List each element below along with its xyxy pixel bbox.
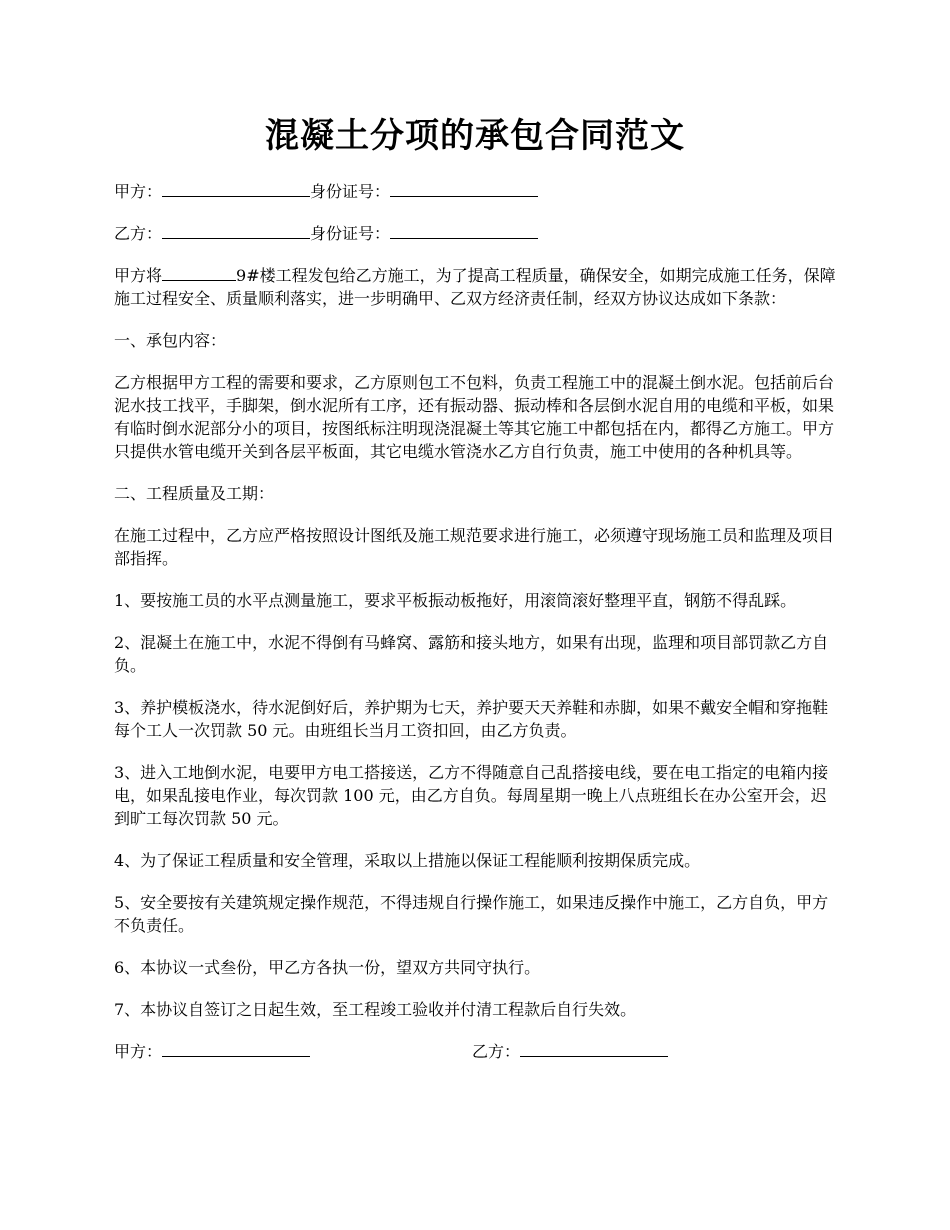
clause-item: 2、混凝土在施工中，水泥不得倒有马蜂窝、露筋和接头地方，如果有出现，监理和项目部罚款乙方自负。 (114, 633, 829, 675)
document-title: 混凝土分项的承包合同范文 (265, 116, 685, 156)
section1-body: 乙方根据甲方工程的需要和要求，乙方原则包工不包料，负责工程施工中的混凝土倒水泥。包括前后台泥水技工找平，手脚架，倒水泥所有工序，还有振动器、振动棒和各层倒水泥自用的电缆和平板，如果有临时倒水泥部分小的项目，按图纸标注明现浇混凝土等其它施工中都包括在内，都得乙方施工。甲方只提供水管电缆开关到各层平板面，其它电缆水管浇水乙方自行负责，施工中使用的各种机具等。 (114, 373, 835, 461)
clause-item: 5、安全要按有关建筑规定操作规范，不得违规自行操作施工，如果违反操作中施工，乙方自负，甲方不负责任。 (114, 893, 829, 935)
party-a-signature-blank (162, 1040, 310, 1057)
project-blank (162, 264, 236, 281)
clause-item: 7、本协议自签订之日起生效，至工程竣工验收并付清工程款后自行失效。 (114, 1000, 637, 1019)
party-a-signature (114, 1040, 310, 1063)
intro-prefix: 甲方将 (114, 266, 163, 285)
intro-paragraph (114, 264, 842, 310)
section1-heading: 一、承包内容： (114, 331, 227, 350)
document-body (114, 180, 842, 1063)
party-b-line (114, 222, 842, 245)
party-a-id-label: 身份证号： (310, 182, 391, 201)
party-a-name-blank (162, 180, 310, 197)
section2-body: 在施工过程中，乙方应严格按照设计图纸及施工规范要求进行施工，必须遵守现场施工员和监理及项目部指挥。 (114, 526, 835, 568)
clause-item: 3、进入工地倒水泥，电要甲方电工搭接送，乙方不得随意自己乱搭接电线，要在电工指定的电箱内接电，如果乱接电作业，每次罚款 100 元，由乙方自负。每周星期一晚上八点班组长在办公室开会，迟到旷工每次罚款 50 元。 (114, 763, 829, 828)
clause-item: 3、养护模板浇水，待水泥倒好后，养护期为七天，养护要天天养鞋和赤脚，如果不戴安全帽和穿拖鞋每个工人一次罚款 50 元。由班组长当月工资扣回，由乙方负责。 (114, 698, 829, 740)
party-b-signature-label: 乙方： (472, 1042, 521, 1061)
clause-item: 4、为了保证工程质量和安全管理，采取以上措施以保证工程能顺利按期保质完成。 (114, 851, 701, 870)
party-b-label: 乙方： (114, 224, 163, 243)
party-b-id-label: 身份证号： (310, 224, 391, 243)
party-b-name-blank (162, 222, 310, 239)
party-a-id-blank (390, 180, 538, 197)
party-b-id-blank (390, 222, 538, 239)
party-b-signature-blank (520, 1040, 668, 1057)
signature-row (114, 1040, 842, 1063)
party-a-line (114, 180, 842, 203)
intro-text: 9#楼工程发包给乙方施工，为了提高工程质量，确保安全，如期完成施工任务，保障施工过程安全、质量顺利落实，进一步明确甲、乙双方经济责任制，经双方协议达成如下条款： (114, 266, 836, 308)
section2-heading: 二、工程质量及工期： (114, 484, 275, 503)
clause-item: 6、本协议一式叁份，甲乙方各执一份，望双方共同守执行。 (114, 958, 541, 977)
clause-item: 1、要按施工员的水平点测量施工，要求平板振动板拖好，用滚筒滚好整理平直，钢筋不得乱踩。 (114, 591, 797, 610)
party-b-signature (472, 1040, 668, 1063)
party-a-signature-label: 甲方： (114, 1042, 163, 1061)
party-a-label: 甲方： (114, 182, 163, 201)
